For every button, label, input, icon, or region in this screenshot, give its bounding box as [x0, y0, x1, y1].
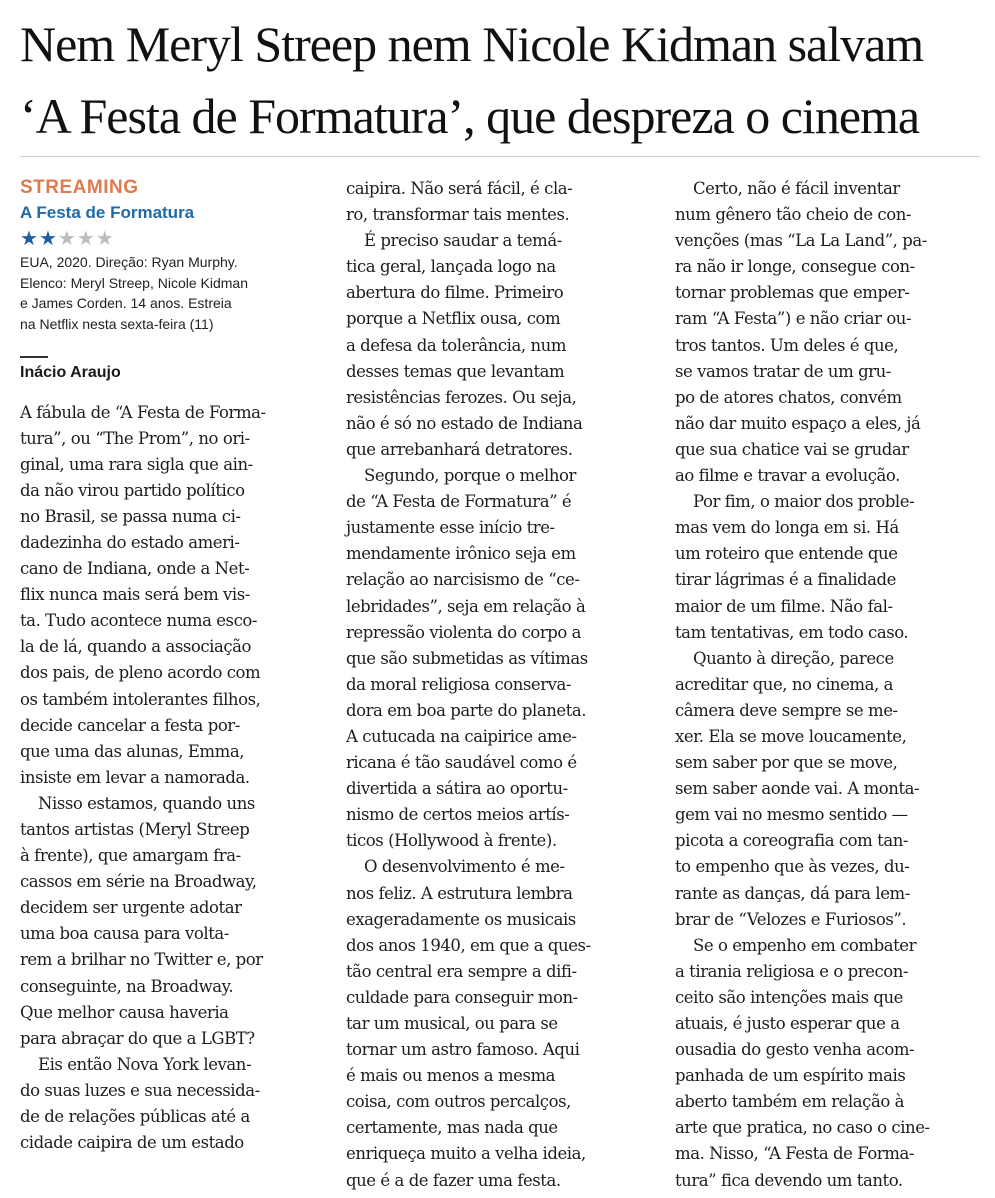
text-line: A cutucada na caipirice ame-: [346, 726, 577, 746]
text-line: não dar muito espaço a eles, já: [675, 413, 921, 433]
text-line: ginal, uma rara sigla que ain-: [20, 454, 253, 474]
text-line: maior de um filme. Não fal-: [675, 596, 893, 616]
text-line: câmera deve sempre se me-: [675, 700, 898, 720]
text-line: enriqueça muito a velha ideia,: [346, 1144, 586, 1164]
text-line: à frente), que amargam fra-: [20, 846, 241, 866]
text-line: não é só no estado de Indiana: [346, 413, 583, 433]
text-line: O desenvolvimento é me-: [364, 857, 565, 877]
text-line: la de lá, quando a associação: [20, 637, 252, 657]
text-line: ta. Tudo acontece numa esco-: [20, 611, 257, 631]
text-line: brar de “Velozes e Furiosos”.: [675, 909, 907, 929]
text-line: de de relações públicas até a: [20, 1107, 250, 1127]
text-line: decide cancelar a festa por-: [20, 715, 240, 735]
text-line: exageradamente os musicais: [346, 909, 576, 929]
text-line: que são submetidas as vítimas: [346, 648, 588, 668]
text-line: lebridades”, seja em relação à: [346, 596, 586, 616]
paragraph: [346, 854, 654, 1193]
text-line: que sua chatice vai se grudar: [675, 439, 909, 459]
credits-line: na Netflix nesta sexta-feira (11): [20, 315, 214, 332]
text-line: ousadia do gesto venha acom-: [675, 1040, 915, 1060]
text-line: sem saber aonde vai. A monta-: [675, 779, 920, 799]
headline-divider: [20, 156, 980, 157]
text-line: conseguinte, na Broadway.: [20, 976, 234, 996]
text-line: Por fim, o maior dos proble-: [693, 492, 915, 512]
text-line: nos feliz. A estrutura lembra: [346, 883, 573, 903]
text-line: mas vem do longa em si. Há: [675, 518, 899, 538]
paragraph: [675, 489, 983, 646]
text-line: arte que pratica, no caso o cine-: [675, 1118, 930, 1138]
text-line: tura”, ou “The Prom”, no ori-: [20, 428, 250, 448]
text-line: ceito são intenções mais que: [675, 987, 903, 1007]
paragraph: [346, 463, 654, 854]
text-line: atuais, é justo esperar que a: [675, 1014, 900, 1033]
author-byline: Inácio Araujo: [20, 363, 121, 381]
text-line: abertura do filme. Primeiro: [346, 283, 564, 303]
text-line: ticos (Hollywood à frente).: [346, 831, 557, 851]
paragraph: [675, 176, 983, 489]
section-kicker: STREAMING: [20, 177, 139, 198]
text-line: Certo, não é fácil inventar: [693, 179, 900, 198]
text-line: rem a brilhar no Twitter e, por: [20, 950, 263, 970]
text-line: nismo de certos meios artís-: [346, 805, 570, 825]
text-line: de “A Festa de Formatura” é: [346, 492, 572, 512]
text-line: insiste em levar a namorada.: [20, 767, 250, 787]
column-2: [346, 176, 654, 1194]
star-filled-icon: ★: [38, 226, 58, 250]
text-line: xer. Ela se move loucamente,: [675, 726, 907, 746]
text-line: Se o empenho em combater: [693, 935, 917, 955]
text-line: venções (mas “La La Land”, pa-: [675, 231, 927, 251]
text-line: um roteiro que entende que: [675, 544, 898, 564]
text-line: tar um musical, ou para se: [346, 1014, 558, 1033]
text-line: para abraçar do que a LGBT?: [20, 1028, 255, 1048]
text-line: tantos artistas (Meryl Streep: [20, 820, 250, 839]
text-line: rante as danças, dá para lem-: [675, 883, 910, 903]
text-line: num gênero tão cheio de con-: [675, 205, 912, 225]
star-empty-icon: ★: [95, 226, 115, 250]
credits-line: e James Corden. 14 anos. Estreia: [20, 295, 232, 311]
text-line: dos pais, de pleno acordo com: [20, 663, 261, 683]
text-line: gem vai no mesmo sentido —: [675, 805, 908, 825]
text-line: panhada de um espírito mais: [675, 1066, 906, 1086]
text-line: aberto também em relação à: [675, 1092, 905, 1112]
text-line: justamente esse início tre-: [346, 518, 555, 538]
text-line: repressão violenta do corpo a: [346, 622, 582, 642]
text-line: da moral religiosa conserva-: [346, 674, 572, 694]
text-line: que é a de fazer uma festa.: [346, 1170, 561, 1190]
text-line: dadezinha do estado ameri-: [20, 532, 240, 552]
text-line: caipira. Não será fácil, é cla-: [346, 179, 573, 198]
text-line: flix nunca mais será bem vis-: [20, 585, 250, 605]
text-line: é mais ou menos a mesma: [346, 1066, 556, 1086]
text-line: culdade para conseguir mon-: [346, 987, 578, 1007]
text-line: a tirania religiosa e o precon-: [675, 961, 909, 981]
column-1: [20, 176, 328, 1156]
text-line: resistências ferozes. Ou seja,: [346, 387, 577, 407]
paragraph: [20, 1052, 328, 1156]
text-line: A fábula de “A Festa de Forma-: [20, 402, 266, 422]
credits-line: EUA, 2020. Direção: Ryan Murphy.: [20, 254, 238, 270]
film-title: A Festa de Formatura: [20, 203, 195, 222]
text-line: Segundo, porque o melhor: [364, 466, 576, 486]
article-text-column-1: [20, 400, 328, 1157]
text-line: ram “A Festa”) e não criar ou-: [675, 309, 912, 329]
column-3: [675, 176, 983, 1194]
text-line: divertida a sátira ao oportu-: [346, 779, 568, 799]
text-line: tura” fica devendo um tanto.: [675, 1170, 903, 1190]
text-line: que uma das alunas, Emma,: [20, 741, 244, 761]
paragraph: [20, 791, 328, 1052]
headline-line-1: Nem Meryl Streep nem Nicole Kidman salvam: [20, 16, 924, 72]
paragraph: [346, 228, 654, 463]
text-line: Nisso estamos, quando uns: [38, 793, 255, 813]
text-line: to empenho que às vezes, du-: [675, 857, 910, 877]
text-line: que arrebanhará detratores.: [346, 439, 573, 459]
text-line: uma boa causa para volta-: [20, 924, 229, 944]
text-line: tornar um astro famoso. Aqui: [346, 1040, 580, 1060]
headline-line-2: ‘A Festa de Formatura’, que despreza o cinema: [20, 88, 920, 144]
text-line: mendamente irônico seja em: [346, 544, 576, 564]
text-line: a defesa da tolerância, num: [346, 335, 567, 355]
text-line: ao filme e travar a evolução.: [675, 466, 900, 486]
text-line: os também intolerantes filhos,: [20, 689, 261, 709]
article-text-column-3: [675, 176, 983, 1194]
text-line: tirar lágrimas é a finalidade: [675, 570, 896, 590]
paragraph: [346, 176, 654, 228]
paragraph: [20, 400, 328, 791]
text-line: decidem ser urgente adotar: [20, 898, 242, 918]
star-empty-icon: ★: [57, 226, 77, 250]
text-line: porque a Netflix ousa, com: [346, 309, 561, 329]
text-line: se vamos tratar de um gru-: [675, 361, 891, 381]
star-rating: [20, 226, 328, 250]
text-line: tica geral, lançada logo na: [346, 257, 556, 277]
text-line: no Brasil, se passa numa ci-: [20, 506, 241, 526]
text-line: Eis então Nova York levan-: [38, 1054, 252, 1074]
text-line: Quanto à direção, parece: [693, 648, 894, 668]
text-line: po de atores chatos, convém: [675, 387, 902, 407]
text-line: cassos em série na Broadway,: [20, 872, 257, 892]
text-line: Que melhor causa haveria: [20, 1002, 229, 1022]
text-line: dora em boa parte do planeta.: [346, 700, 587, 720]
film-credits: [20, 252, 312, 334]
paragraph: [675, 646, 983, 933]
text-line: relação ao narcisismo de “ce-: [346, 570, 580, 590]
text-line: ricana é tão saudável como é: [346, 753, 577, 773]
text-line: tão central era sempre a difi-: [346, 961, 577, 981]
text-line: desses temas que levantam: [346, 361, 565, 381]
text-line: coisa, com outros percalços,: [346, 1092, 571, 1112]
text-line: do suas luzes e sua necessida-: [20, 1080, 260, 1100]
text-line: sem saber por que se move,: [675, 753, 898, 773]
text-line: ro, transformar tais mentes.: [346, 205, 570, 225]
text-line: ma. Nisso, “A Festa de Forma-: [675, 1144, 914, 1164]
article-text-column-2: [346, 176, 654, 1194]
info-box: [20, 176, 328, 384]
byline-rule: [20, 356, 48, 358]
text-line: acreditar que, no cinema, a: [675, 674, 893, 694]
text-line: tornar problemas que emper-: [675, 283, 910, 303]
text-line: cidade caipira de um estado: [20, 1133, 244, 1153]
text-line: É preciso saudar a temá-: [364, 231, 562, 251]
star-filled-icon: ★: [20, 226, 39, 250]
text-line: picota a coreografia com tan-: [675, 831, 909, 851]
paragraph: [675, 933, 983, 1194]
text-line: dos anos 1940, em que a ques-: [346, 935, 591, 955]
star-empty-icon: ★: [76, 226, 96, 250]
text-line: da não virou partido político: [20, 480, 245, 500]
text-line: tros tantos. Um deles é que,: [675, 335, 899, 355]
credits-line: Elenco: Meryl Streep, Nicole Kidman: [20, 274, 248, 291]
text-line: cano de Indiana, onde a Net-: [20, 559, 250, 579]
headline: [20, 8, 980, 152]
text-line: tam tentativas, em todo caso.: [675, 622, 909, 642]
text-line: certamente, mas nada que: [346, 1118, 558, 1138]
text-line: ra não ir longe, consegue con-: [675, 257, 915, 277]
